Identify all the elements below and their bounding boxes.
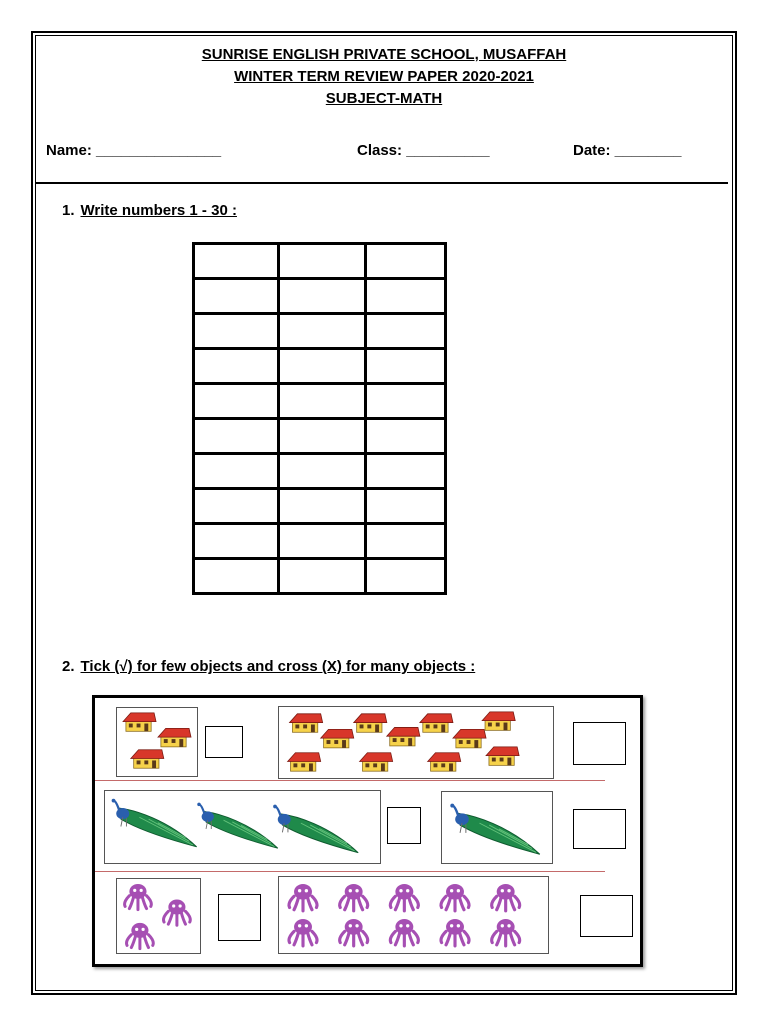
grid-cell[interactable] — [366, 384, 446, 419]
answer-box-peacocks-three[interactable] — [387, 807, 421, 844]
answer-box-peacock-one[interactable] — [573, 809, 626, 849]
name-field[interactable]: Name: _______________ — [46, 142, 222, 159]
house-icon — [290, 714, 323, 732]
house-icon — [288, 753, 321, 771]
grid-cell[interactable] — [279, 279, 366, 314]
question-2 — [62, 658, 475, 675]
question-2-number: 2. — [62, 658, 75, 675]
grid-cell[interactable] — [279, 384, 366, 419]
few-houses-picture — [116, 707, 198, 777]
octopus-icon — [125, 884, 152, 910]
grid-cell[interactable] — [194, 559, 279, 594]
worksheet-header — [36, 44, 732, 110]
question-1-number: 1. — [62, 202, 75, 219]
octopus-icon — [289, 919, 317, 946]
grid-row — [194, 244, 446, 279]
grid-cell[interactable] — [366, 419, 446, 454]
answer-box-houses-few[interactable] — [205, 726, 243, 758]
many-octopus-picture — [278, 876, 549, 954]
house-icon — [321, 729, 354, 747]
octopus-icon — [441, 919, 469, 946]
answer-box-octopus-many[interactable] — [580, 895, 633, 937]
grid-cell[interactable] — [366, 279, 446, 314]
grid-cell[interactable] — [194, 279, 279, 314]
grid-row — [194, 524, 446, 559]
answer-box-houses-many[interactable] — [573, 722, 626, 765]
house-icon — [428, 753, 461, 771]
house-icon — [354, 714, 387, 732]
peacock-icon — [450, 804, 539, 855]
row-separator — [95, 780, 605, 781]
house-icon — [123, 713, 156, 731]
grid-cell[interactable] — [366, 524, 446, 559]
grid-cell[interactable] — [366, 559, 446, 594]
header-divider — [36, 182, 728, 184]
subject-title: SUBJECT-MATH — [325, 90, 443, 107]
peacock-icon — [197, 803, 278, 849]
octopus-icon — [340, 884, 368, 911]
grid-row — [194, 454, 446, 489]
few-octopus-picture — [116, 878, 201, 954]
grid-cell[interactable] — [194, 454, 279, 489]
grid-cell[interactable] — [366, 314, 446, 349]
house-icon — [131, 750, 164, 768]
octopus-icon — [492, 884, 520, 911]
grid-cell[interactable] — [279, 559, 366, 594]
question-1 — [62, 202, 237, 219]
grid-cell[interactable] — [279, 454, 366, 489]
grid-cell[interactable] — [279, 314, 366, 349]
octopus-icon — [390, 919, 418, 946]
grid-row — [194, 489, 446, 524]
date-field[interactable]: Date: ________ — [573, 142, 682, 159]
house-icon — [420, 714, 453, 732]
house-icon — [387, 727, 420, 745]
grid-cell[interactable] — [194, 349, 279, 384]
question-1-text: Write numbers 1 - 30 : — [80, 202, 237, 219]
grid-row — [194, 314, 446, 349]
grid-cell[interactable] — [366, 489, 446, 524]
grid-cell[interactable] — [279, 244, 366, 279]
class-field[interactable]: Class: __________ — [357, 142, 490, 159]
grid-cell[interactable] — [194, 244, 279, 279]
peacock-icon — [112, 799, 197, 847]
octopus-icon — [289, 884, 317, 911]
house-icon — [453, 729, 486, 747]
house-icon — [158, 728, 191, 746]
grid-cell[interactable] — [366, 349, 446, 384]
grid-cell[interactable] — [279, 419, 366, 454]
grid-cell[interactable] — [366, 454, 446, 489]
question-2-text: Tick (√) for few objects and cross (X) for many objects : — [80, 658, 476, 675]
number-grid — [192, 242, 447, 595]
school-name: SUNRISE ENGLISH PRIVATE SCHOOL, MUSAFFAH — [201, 46, 567, 63]
grid-cell[interactable] — [279, 524, 366, 559]
octopus-icon — [164, 900, 191, 926]
grid-cell[interactable] — [279, 489, 366, 524]
peacocks-picture-three — [104, 790, 381, 864]
octopus-icon — [127, 923, 154, 949]
grid-cell[interactable] — [194, 489, 279, 524]
peacock-picture-one — [441, 791, 553, 864]
paper-title: WINTER TERM REVIEW PAPER 2020-2021 — [234, 68, 534, 85]
grid-cell[interactable] — [194, 314, 279, 349]
grid-cell[interactable] — [279, 349, 366, 384]
house-icon — [482, 712, 515, 730]
octopus-icon — [340, 919, 368, 946]
grid-cell[interactable] — [194, 524, 279, 559]
grid-cell[interactable] — [194, 384, 279, 419]
grid-row — [194, 559, 446, 594]
many-houses-picture — [278, 706, 554, 779]
answer-box-octopus-few[interactable] — [218, 894, 261, 941]
grid-row — [194, 279, 446, 314]
octopus-icon — [441, 884, 469, 911]
peacock-icon — [273, 805, 358, 853]
octopus-icon — [492, 919, 520, 946]
grid-cell[interactable] — [366, 244, 446, 279]
row-separator — [95, 871, 605, 872]
grid-row — [194, 419, 446, 454]
octopus-icon — [390, 884, 418, 911]
grid-row — [194, 349, 446, 384]
house-icon — [360, 753, 393, 771]
grid-cell[interactable] — [194, 419, 279, 454]
house-icon — [486, 747, 519, 765]
grid-row — [194, 384, 446, 419]
